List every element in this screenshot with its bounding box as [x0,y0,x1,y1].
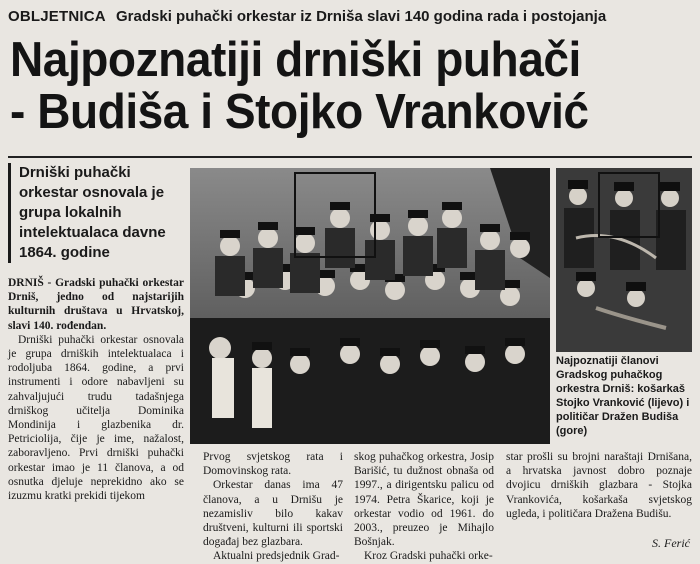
column-1-paragraph-2: Drniški puhački orkestar osnovala je grupa drniških intelektualaca i rodoljuba 1864. godine, a prvi instrumenti i odore nabavljeni su zahvaljujući trudu tadašnjega drniškog učitelja Dominika Mondinija i glazbenika dr. Petriciolija, čije je ime, nažalost, zaboravljeno. Prvi drniški puhački orkestar imao je 11 članova, a od osnutka djeluje neprekidno ako se izuzmu kratki prekidi tijekom [8,333,184,503]
article-kicker [8,8,692,25]
column-2-paragraph-3: Aktualni predsjednik Grad- [213,550,340,563]
headline-line-2: - Budiša i Stojko Vranković [10,85,589,139]
headline-divider [8,156,692,158]
lead-paragraph: Drniški puhački orkestar osnovala je grupa lokalnih intelektualaca davne 1864. godine [8,163,188,263]
orchestra-group-photo [190,168,550,444]
article-column-4 [506,450,692,521]
column-2-paragraph-1: Prvog svjetskog rata i Domovinskog rata. [203,451,343,478]
photo-caption: Najpoznatiji članovi Gradskog puhačkog orkestra Drniš: košarkaš Stojko Vranković (lijevo) i političar Dražen Budiša (gore) [556,355,690,437]
column-3-paragraph-2: Kroz Gradski puhački orke- [364,550,493,563]
article-column-3 [354,450,494,564]
article-column-2 [203,450,343,564]
highlight-box-budisa [294,172,376,258]
column-2-paragraph-2: Orkestar danas ima 47 članova, a u Drnišu je nezamisliv bilo kakav društveni, kulturni ili sportski događaj bez glazbara. [203,479,343,549]
column-3-paragraph-1: skog puhačkog orkestra, Josip Barišić, tu dužnost obnaša od 1997., a dirigentsku palicu od 1974. Petra Škarice, koji je orkestar vodio od 1961. do 2003., preuzeo je Mihajlo Bošnjak. [354,451,494,549]
column-4-paragraph-1: star prošli su brojni naraštaji Drnišana, a hrvatska javnost dobro poznaje dvojicu drniških glazbara - Stojka Vrankovića, košarkaša svjetskog ugleda, i političara Dražena Budišu. [506,451,692,520]
author-signature: S. Ferić [652,536,690,550]
highlight-box-vrankovic [598,172,660,238]
column-1-paragraph-1: DRNIŠ - Gradski puhački orkestar Drniš, jedno od najstarijih kulturnih društava u Hrvatskoj, slavi 140. rođendan. [8,277,184,332]
article-column-1 [8,276,184,503]
rubric-label: OBLJETNICA [8,8,106,25]
vrankovic-photo [556,168,692,352]
headline-line-1: Najpoznatiji drniški puhači [10,33,581,87]
article-subtitle: Gradski puhački orkestar iz Drniša slavi 140 godina rada i postojanja [116,8,607,25]
article-headline [10,34,653,138]
